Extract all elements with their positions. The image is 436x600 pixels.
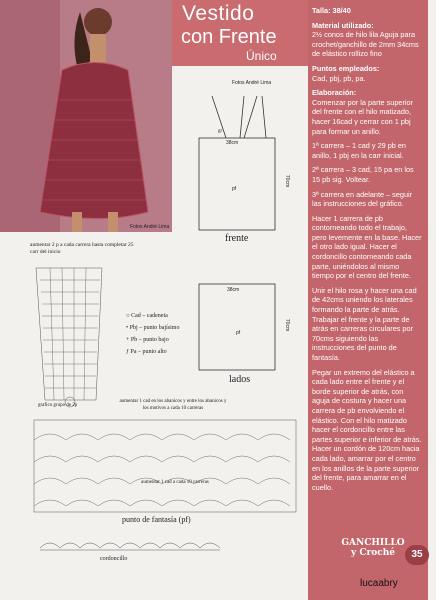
crochet-chart <box>36 268 102 407</box>
legend-symbol: ○ <box>126 313 130 319</box>
elab-block <box>312 88 422 136</box>
fan-caption: punto de fantasía (pf) <box>122 515 191 524</box>
front-width-label: 38cm <box>226 140 239 146</box>
stitch-legend <box>126 310 196 358</box>
fan-stitch-chart <box>34 420 296 512</box>
size-label: Talla: 38/40 <box>312 6 351 15</box>
materials-text: 2½ conos de hilo lila Aguja para crochet/ganchillo de 2mm 34cms de elástico rollizo fino <box>312 30 419 59</box>
legend-item <box>126 346 196 358</box>
front-schematic <box>199 96 275 230</box>
legend-symbol: + <box>126 337 130 343</box>
row1-text: 1ª carrera – 1 cad y 29 pb en anillo, 1 pbj en la carr inicial. <box>312 141 406 160</box>
instructions-text <box>312 6 422 497</box>
front-height-label: 70cm <box>284 174 291 188</box>
legend-symbol: • <box>126 325 129 331</box>
legend-text: Cad – cadeneta <box>131 313 168 319</box>
cordon-chart <box>40 543 220 550</box>
page-title: Vestido <box>182 2 255 25</box>
row3-d-text: Pegar un extremo del elástico a cada lado entre el frente y el borde superior de atrás, con aguja de costura y hacer una carrera de pb envolviendo el elástico. Con el hilo matizado hacer el cordoncillo entre las partes superior e inferior de atrás. Hacer un cordón de 120cm hacia cada lado, amarrar por el centro en los anillos de la parte superior del frente, para amarrar en el cuello. <box>312 367 422 492</box>
points-text: Cad, pbj, pb, pa. <box>312 73 366 83</box>
diagram-credit: Fotos André Lima <box>232 80 272 86</box>
points-block <box>312 64 422 83</box>
brand-logo <box>338 538 408 564</box>
materials-title: Material utilizado: <box>312 20 374 30</box>
sides-body-label: pf <box>236 330 241 336</box>
legend-text: Pa – punto alto <box>130 349 167 355</box>
points-title: Puntos empleados: <box>312 63 380 73</box>
page-number: 35 <box>405 545 429 565</box>
brand-line2: y Croché <box>350 548 396 558</box>
fan-note-bottom: aumentar 1 cad a cada 10 carreras <box>141 480 209 485</box>
front-piece-label: frente <box>225 233 249 244</box>
sides-height-label: 70cm <box>284 318 291 332</box>
sides-width-label: 38cm <box>227 287 240 293</box>
row3-b-text: Hacer 1 carrera de pb contorneando todo el trabajo, pero levemente en la base. Hacer el otro lado igual. Hacer el cordoncillo contorneando cada parte, uniéndolos al mismo tiempo por el centro del frente. <box>312 213 422 281</box>
brand-line1: GANCHILLO <box>341 538 405 548</box>
row2-text: 2ª carrera – 3 cad, 15 pa en los 15 pb sig. Voltear. <box>312 165 414 184</box>
chart-top-note: aumentar 2 p a cada carrera hasta completar 25 carr del inicio <box>30 242 134 255</box>
legend-item <box>126 310 196 322</box>
elab-title: Elaboración: <box>312 88 357 98</box>
front-body-label: pf <box>232 186 237 192</box>
row3-a-text: 3ª carrera en adelante – seguir las instrucciones del gráfico. <box>312 189 413 209</box>
legend-symbol: ƒ <box>126 349 129 355</box>
elab-text: Comenzar por la parte superior del frente con el hilo matizado, hacer 16cad y cerrar con 1 pbj para formar un anillo. <box>312 97 413 136</box>
page-subtitle: Único <box>246 49 277 63</box>
front-gr-label: gr <box>218 129 223 134</box>
page-title-line2: con Frente <box>181 26 277 48</box>
chart-caption: grafico grupo de 2p <box>38 403 78 408</box>
legend-text: Pb – punto bajo <box>130 337 169 343</box>
signature-text: lucaabry <box>360 578 398 589</box>
legend-text: Pbj – punto bajísimo <box>129 325 180 331</box>
legend-item <box>126 334 196 346</box>
legend-item <box>126 322 196 334</box>
materials-block <box>312 21 422 59</box>
sides-piece-label: lados <box>229 374 251 385</box>
row3-c-text: Unir el hilo rosa y hacer una cad de 42cms uniendo los laterales formando la parte de atrás. Trabajar el frente y la parte de atrás en carreras circulares por 70cms siguiendo las instrucciones del punto de fantasía. <box>312 285 417 362</box>
sides-schematic <box>199 284 275 370</box>
photo-credit: Fotos André Lima <box>130 224 170 230</box>
cordon-caption: cordoncillo <box>100 556 128 562</box>
fan-note-top: aumentar 1 cad en los abanicos y entre los abanicos y los motivos a cada 10 carreras <box>119 399 227 411</box>
